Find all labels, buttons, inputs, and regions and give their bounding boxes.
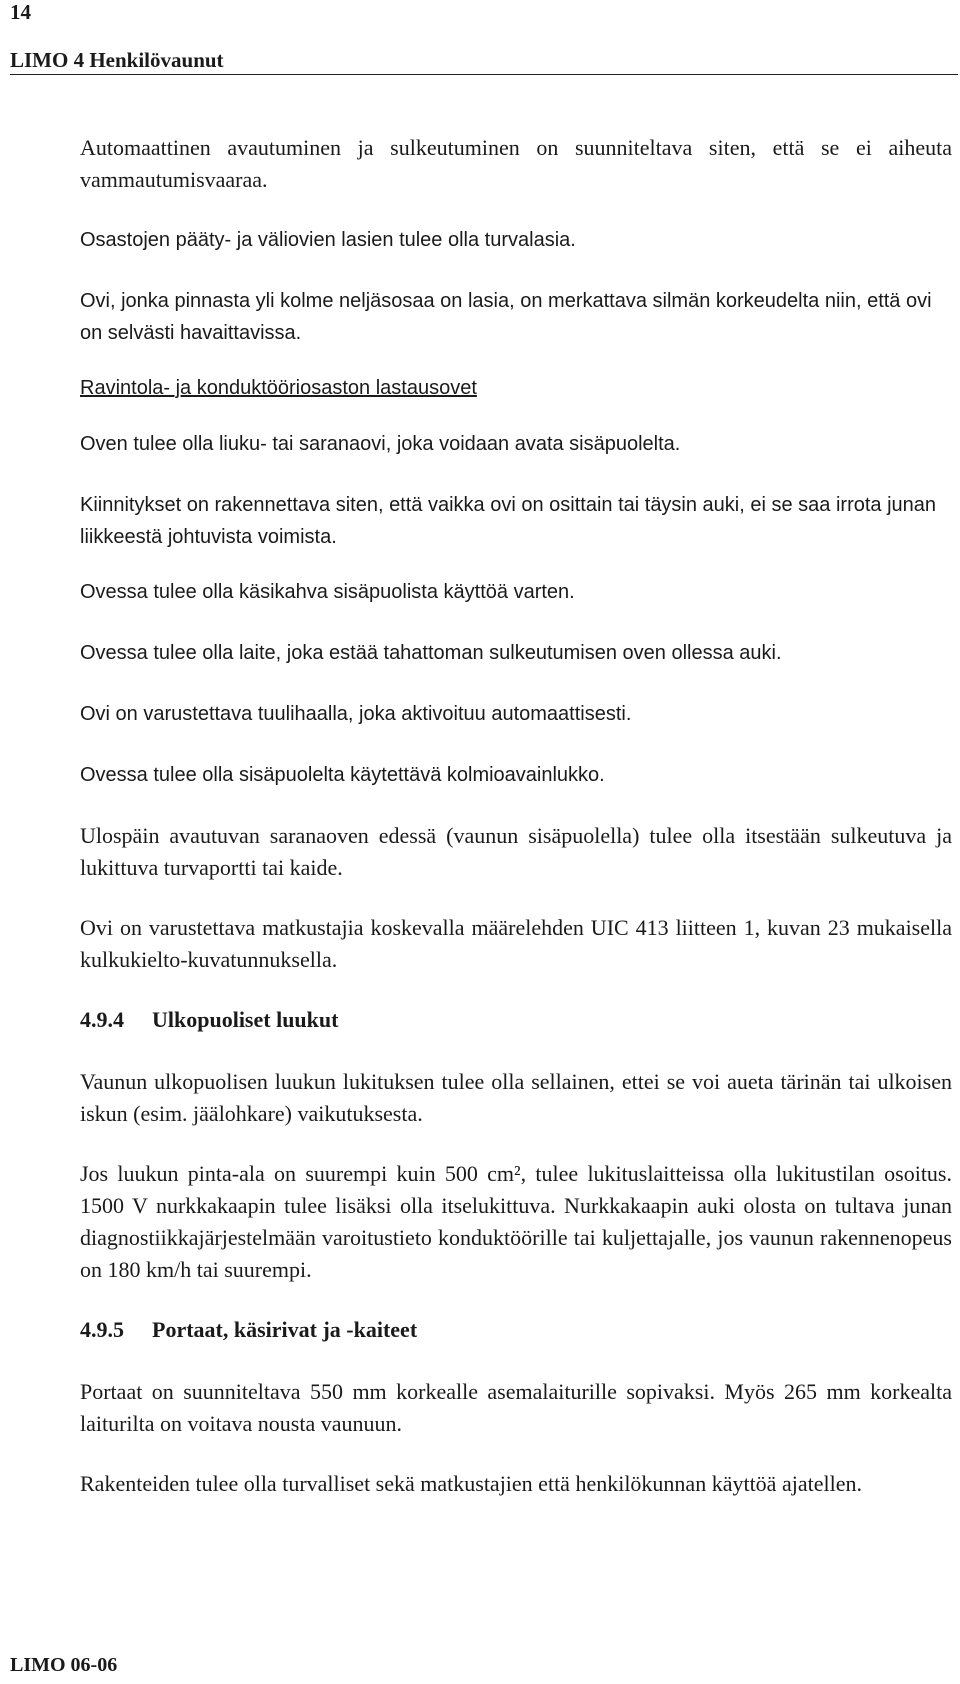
paragraph-steps-platform: Portaat on suunniteltava 550 mm korkealle asemalaiturille sopivaksi. Myös 265 mm korkealta laiturilta on voitava nousta vaunuun.	[80, 1379, 952, 1436]
page-number: 14	[10, 0, 31, 24]
paragraph-fastenings: Kiinnitykset on rakennettava siten, että vaikka ovi on osittain tai täysin auki, ei se saa irrota junan liikkeestä johtuvista voimista.	[80, 494, 937, 548]
paragraph-glass-door-marking: Ovi, jonka pinnasta yli kolme neljäsosaa on lasia, on merkattava silmän korkeudelta niin, että ovi on selvästi havaittavissa.	[80, 290, 932, 344]
paragraph-door-type: Oven tulee olla liuku- tai saranaovi, joka voidaan avata sisäpuolelta.	[80, 433, 681, 455]
paragraph-safety-glass: Osastojen pääty- ja väliovien lasien tulee olla turvalasia.	[80, 229, 576, 251]
page-body	[80, 132, 952, 1528]
footer-code: LIMO 06-06	[10, 1654, 118, 1676]
header-divider	[10, 74, 958, 75]
section-heading-external-hatches	[80, 1004, 952, 1036]
section-title: Ulkopuoliset luukut	[152, 1007, 339, 1032]
document-title: LIMO 4 Henkilövaunut	[10, 48, 224, 72]
section-title: Portaat, käsirivat ja -kaiteet	[152, 1317, 418, 1342]
paragraph-handle: Ovessa tulee olla käsikahva sisäpuolista käyttöä varten.	[80, 581, 575, 603]
section-number: 4.9.4	[80, 1007, 124, 1032]
paragraph-closing-prevention: Ovessa tulee olla laite, joka estää tahattoman sulkeutumisen oven ollessa auki.	[80, 642, 782, 664]
subheading-loading-doors: Ravintola- ja konduktööriosaston lastausovet	[80, 377, 477, 399]
paragraph-hatch-lock-indication: Jos luukun pinta-ala on suurempi kuin 500 cm², tulee lukituslaitteissa olla lukitustilan osoitus. 1500 V nurkkakaapin tulee lisäksi olla itselukittuva. Nurkkakaapin auki olosta on tultava junan diagnostiikkajärjestelmään varoitustieto konduktöörille tai kuljettajalle, jos vaunun rakennenopeus on 180 km/h tai suurempi.	[80, 1161, 952, 1282]
paragraph-structures-safety: Rakenteiden tulee olla turvalliset sekä matkustajien että henkilökunnan käyttöä ajatellen.	[80, 1471, 862, 1496]
paragraph-wind-catch: Ovi on varustettava tuulihaalla, joka aktivoituu automaattisesti.	[80, 703, 632, 725]
paragraph-hatch-locking: Vaunun ulkopuolisen luukun lukituksen tulee olla sellainen, ettei se voi aueta tärinän tai ulkoisen iskun (esim. jäälohkare) vaikutuksesta.	[80, 1069, 952, 1126]
paragraph-automatic-opening: Automaattinen avautuminen ja sulkeutuminen on suunniteltava siten, että se ei aiheuta vammautumisvaaraa.	[80, 135, 952, 192]
section-heading-steps-handrails	[80, 1314, 952, 1346]
paragraph-safety-gate: Ulospäin avautuvan saranaoven edessä (vaunun sisäpuolella) tulee olla itsestään sulkeutuva ja lukittuva turvaportti tai kaide.	[80, 823, 952, 880]
paragraph-no-entry-pictogram: Ovi on varustettava matkustajia koskevalla määrelehden UIC 413 liitteen 1, kuvan 23 mukaisella kulkukielto-kuvatunnuksella.	[80, 915, 952, 972]
paragraph-triangle-lock: Ovessa tulee olla sisäpuolelta käytettävä kolmioavainlukko.	[80, 764, 605, 786]
section-number: 4.9.5	[80, 1317, 124, 1342]
